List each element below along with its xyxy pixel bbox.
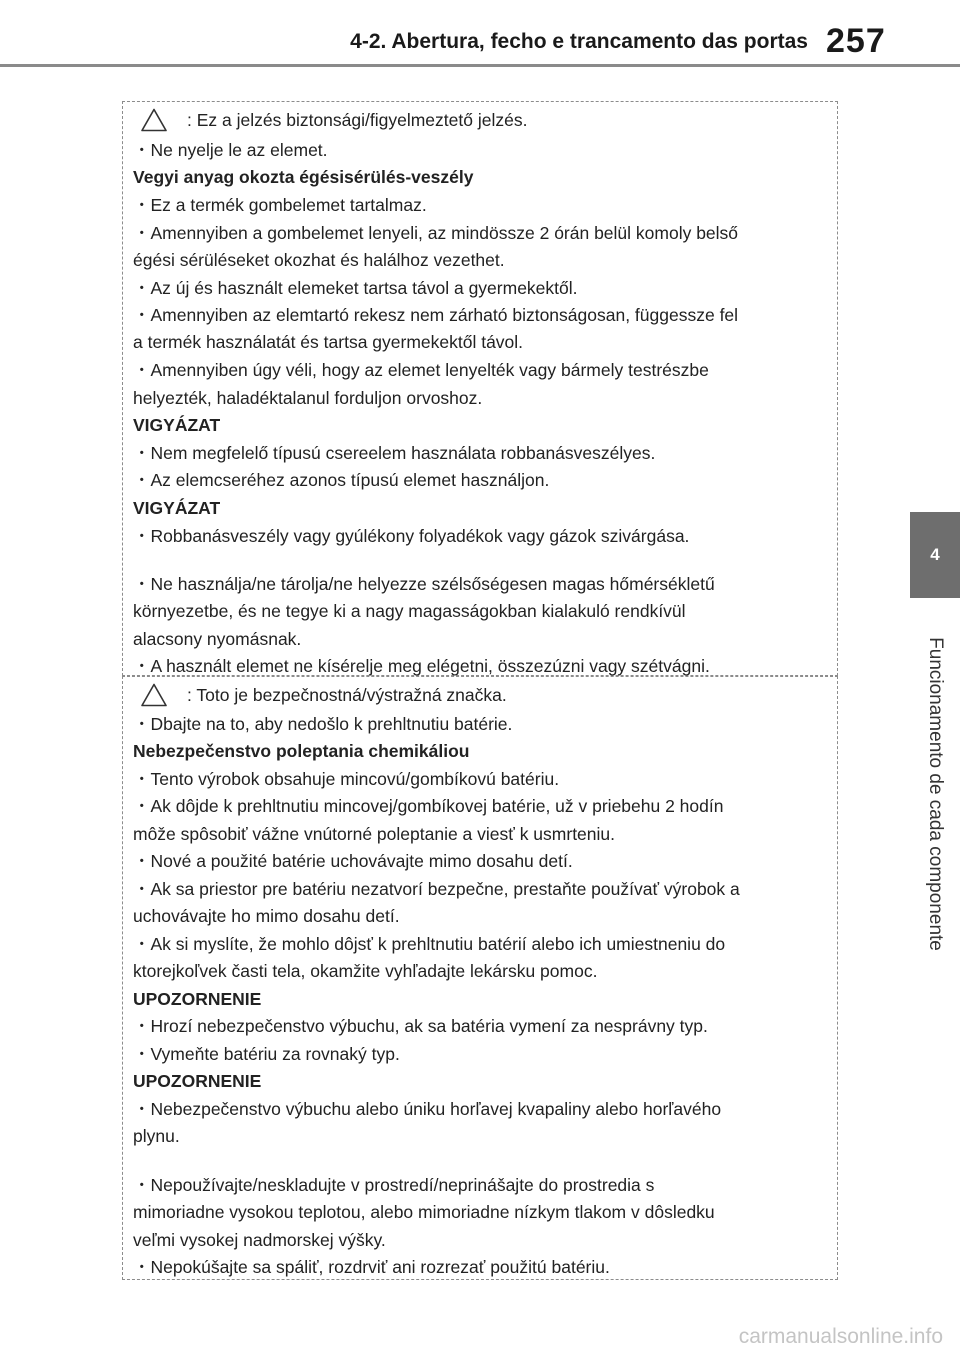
list-item-continuation: môže spôsobiť vážne vnútorné poleptanie a viesť k usmrteniu. <box>133 824 616 844</box>
list-item: ・ Ne használja/ne tárolja/ne helyezze szélsőségesen magas hőmérsékletű <box>133 573 833 595</box>
list-item-continuation: uchovávajte ho mimo dosahu detí. <box>133 906 400 926</box>
list-item-continuation: veľmi vysokej nadmorskej výšky. <box>133 1230 386 1250</box>
section-heading: UPOZORNENIE <box>133 989 262 1009</box>
list-item: ・ Ak dôjde k prehltnutiu mincovej/gombíkovej batérie, už v priebehu 2 hodín <box>133 795 833 817</box>
list-item-continuation: plynu. <box>133 1126 180 1146</box>
list-item: ・ Amennyiben a gombelemet lenyeli, az mindössze 2 órán belül komoly belső <box>133 222 833 244</box>
list-item: ・ Az elemcseréhez azonos típusú elemet használjon. <box>133 469 833 491</box>
list-item: ・ Nepokúšajte sa spáliť, rozdrviť ani rozrezať použitú batériu. <box>133 1256 833 1278</box>
list-item: ・ Dbajte na to, aby nedošlo k prehltnutiu batérie. <box>133 713 833 735</box>
warning-symbol-text: : Ez a jelzés biztonsági/figyelmeztető jelzés. <box>187 110 528 130</box>
warning-row <box>141 108 527 132</box>
list-item: ・ Az új és használt elemeket tartsa távol a gyermekektől. <box>133 277 833 299</box>
list-item: ・ Robbanásveszély vagy gyúlékony folyadékok vagy gázok szivárgása. <box>133 525 833 547</box>
list-item: ・ Vymeňte batériu za rovnaký typ. <box>133 1043 833 1065</box>
section-heading: UPOZORNENIE <box>133 1071 262 1091</box>
list-item-continuation: égési sérüléseket okozhat és halálhoz vezethet. <box>133 250 505 270</box>
list-item: ・ Ez a termék gombelemet tartalmaz. <box>133 194 833 216</box>
section-heading: Vegyi anyag okozta égésisérülés-veszély <box>133 167 474 187</box>
list-item: ・ Amennyiben úgy véli, hogy az elemet lenyelték vagy bármely testrészbe <box>133 359 833 381</box>
warning-triangle-icon <box>141 683 167 707</box>
list-item: ・ Ak si myslíte, že mohlo dôjsť k prehltnutiu batérií alebo ich umiestneniu do <box>133 933 833 955</box>
page-number: 257 <box>826 22 886 60</box>
warning-symbol-text: : Toto je bezpečnostná/výstražná značka. <box>187 685 507 705</box>
hungarian-warning-box <box>122 101 838 676</box>
list-item-continuation: a termék használatát és tartsa gyermekektől távol. <box>133 332 524 352</box>
list-item-continuation: alacsony nyomásnak. <box>133 629 302 649</box>
chapter-label: Funcionamento de cada componente <box>925 637 946 951</box>
list-item: ・ Nebezpečenstvo výbuchu alebo úniku horľavej kvapaliny alebo horľavého <box>133 1098 833 1120</box>
header-divider <box>0 64 960 67</box>
list-item: ・ Nepoužívajte/neskladujte v prostredí/neprinášajte do prostredia s <box>133 1174 833 1196</box>
chapter-tab <box>910 512 960 598</box>
page-header-title: 4-2. Abertura, fecho e trancamento das portas <box>350 30 808 53</box>
list-item: ・ Ne nyelje le az elemet. <box>133 139 833 161</box>
list-item: ・ Tento výrobok obsahuje mincovú/gombíkovú batériu. <box>133 768 833 790</box>
list-item-continuation: környezetbe, és ne tegye ki a nagy magasságokban kialakuló rendkívül <box>133 601 686 621</box>
warning-triangle-icon <box>141 108 167 132</box>
list-item: ・ A használt elemet ne kísérelje meg elégetni, összezúzni vagy szétvágni. <box>133 655 833 677</box>
chapter-number: 4 <box>930 545 940 564</box>
section-heading: VIGYÁZAT <box>133 415 221 435</box>
warning-row <box>141 683 507 707</box>
section-heading: Nebezpečenstvo poleptania chemikáliou <box>133 741 470 761</box>
site-watermark: carmanualsonline.info <box>738 1325 943 1348</box>
list-item: ・ Ak sa priestor pre batériu nezatvorí bezpečne, prestaňte používať výrobok a <box>133 878 833 900</box>
list-item-continuation: mimoriadne vysokou teplotou, alebo mimoriadne nízkym tlakom v dôsledku <box>133 1202 715 1222</box>
list-item: ・ Amennyiben az elemtartó rekesz nem zárható biztonságosan, függessze fel <box>133 304 833 326</box>
list-item: ・ Nové a použité batérie uchovávajte mimo dosahu detí. <box>133 850 833 872</box>
list-item-continuation: helyezték, haladéktalanul forduljon orvoshoz. <box>133 388 483 408</box>
list-item-continuation: ktorejkoľvek časti tela, okamžite vyhľadajte lekársku pomoc. <box>133 961 598 981</box>
list-item: ・ Hrozí nebezpečenstvo výbuchu, ak sa batéria vymení za nesprávny typ. <box>133 1015 833 1037</box>
list-item: ・ Nem megfelelő típusú csereelem használata robbanásveszélyes. <box>133 442 833 464</box>
slovak-warning-box <box>122 676 838 1280</box>
section-heading: VIGYÁZAT <box>133 498 221 518</box>
